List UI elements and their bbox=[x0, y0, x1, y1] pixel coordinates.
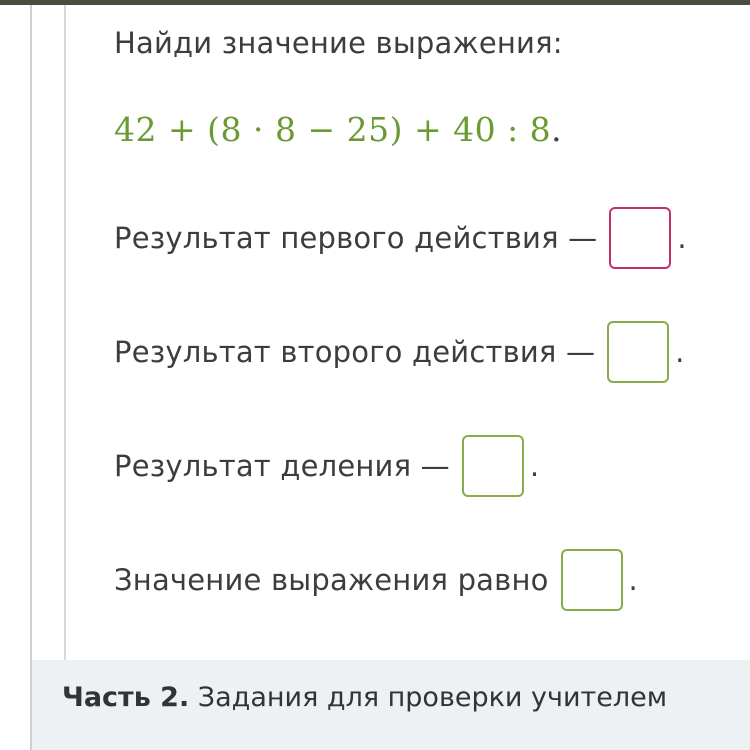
answer-period: . bbox=[628, 563, 638, 597]
answer-label: Значение выражения равно bbox=[114, 563, 549, 597]
answer-input-division[interactable] bbox=[462, 435, 524, 497]
answer-row-division bbox=[114, 433, 539, 499]
content-left-border bbox=[30, 5, 32, 750]
answer-period: . bbox=[529, 449, 540, 483]
top-bar bbox=[0, 0, 750, 5]
section-title: Задания для проверки учителем bbox=[189, 682, 668, 713]
answer-row-expression-value bbox=[114, 547, 638, 613]
expression-text: 42 + (8 · 8 − 25) + 40 : 8 bbox=[114, 110, 552, 149]
answer-row-first-action bbox=[114, 205, 687, 271]
answer-period: . bbox=[675, 335, 685, 369]
section-heading bbox=[62, 682, 667, 713]
answer-period: . bbox=[677, 221, 687, 255]
task-title: Найди значение выражения: bbox=[114, 26, 563, 60]
task-divider-line bbox=[64, 5, 66, 660]
math-expression bbox=[114, 110, 562, 149]
answer-label: Результат второго действия — bbox=[114, 335, 596, 369]
answer-label: Результат деления — bbox=[114, 449, 450, 483]
answer-input-first-action[interactable] bbox=[609, 207, 671, 269]
answer-label: Результат первого действия — bbox=[114, 221, 598, 255]
answer-row-second-action bbox=[114, 319, 685, 385]
section-number: Часть 2. bbox=[62, 682, 190, 713]
answer-input-expression-value[interactable] bbox=[561, 549, 623, 611]
expression-period: . bbox=[551, 110, 563, 149]
answer-input-second-action[interactable] bbox=[607, 321, 669, 383]
section-footer bbox=[32, 660, 750, 750]
